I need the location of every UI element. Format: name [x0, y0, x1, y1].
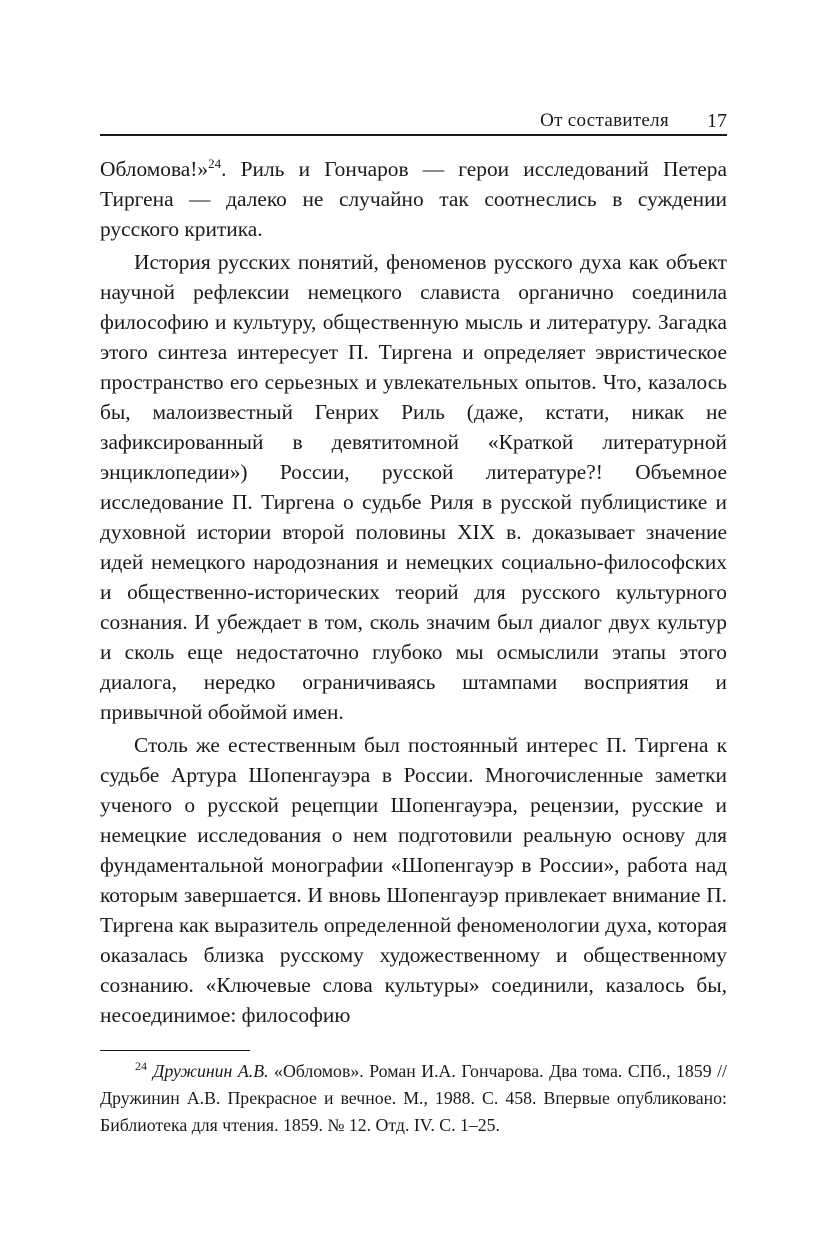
footnote-author: Дружинин А.В.: [153, 1061, 269, 1081]
main-text: [100, 154, 727, 1030]
footnote: [100, 1058, 727, 1139]
paragraph-3: Столь же естественным был постоянный интерес П. Тиргена к судьбе Артура Шопенгауэра в России. Многочисленные заметки ученого о русской рецепции Шопенгауэра, рецензии, русские и немецкие исследования о нем подготовили реальную основу для фундаментальной монографии «Шопенгауэр в России», работа над которым завершается. И вновь Шопенгауэр привлекает внимание П. Тиргена как выразитель определенной феноменологии духа, которая оказалась близка русскому художественному и общественному сознанию. «Ключевые слова культуры» соединили, казалось бы, несоединимое: философию: [100, 733, 727, 1027]
footnote-reference[interactable]: 24: [208, 156, 222, 171]
footnote-24: [100, 1058, 727, 1139]
paragraph-1-rest: . Риль и Гончаров — герои исследований Петера Тиргена — далеко не случайно так соотнеслись в суждении русского критика.: [100, 157, 727, 241]
page-number: 17: [707, 110, 727, 132]
paragraph-1-start: Обломова!»: [100, 157, 209, 181]
footnote-separator: [100, 1050, 250, 1051]
footnote-number: 24: [135, 1059, 147, 1073]
running-title: От составителя: [540, 110, 669, 131]
running-header: [100, 106, 727, 136]
footnote-text: «Обломов». Роман И.А. Гончарова. Два тома. СПб., 1859 // Дружинин А.В. Прекрасное и вечное. М., 1988. С. 458. Впервые опубликовано: Библиотека для чтения. 1859. № 12. Отд. IV. С. 1–25.: [100, 1061, 727, 1135]
paragraph-1: [100, 154, 727, 244]
paragraph-2: История русских понятий, феноменов русского духа как объект научной рефлексии немецкого слависта органично соединила философию и культуру, общественную мысль и литературу. Загадка этого синтеза интересует П. Тиргена и определяет эвристическое пространство его серьезных и увлекательных опытов. Что, казалось бы, малоизвестный Генрих Риль (даже, кстати, никак не зафиксированный в девятитомной «Краткой литературной энциклопедии») России, русской литературе?! Объемное исследование П. Тиргена о судьбе Риля в русской публицистике и духовной истории второй половины XIX в. доказывает значение идей немецкого народознания и немецких социально-философских и общественно-исторических теорий для русского культурного сознания. И убеждает в том, сколь значим был диалог двух культур и сколь еще недостаточно глубоко мы осмыслили этапы этого диалога, нередко ограничиваясь штампами восприятия и привычной обоймой имен.: [100, 250, 727, 724]
